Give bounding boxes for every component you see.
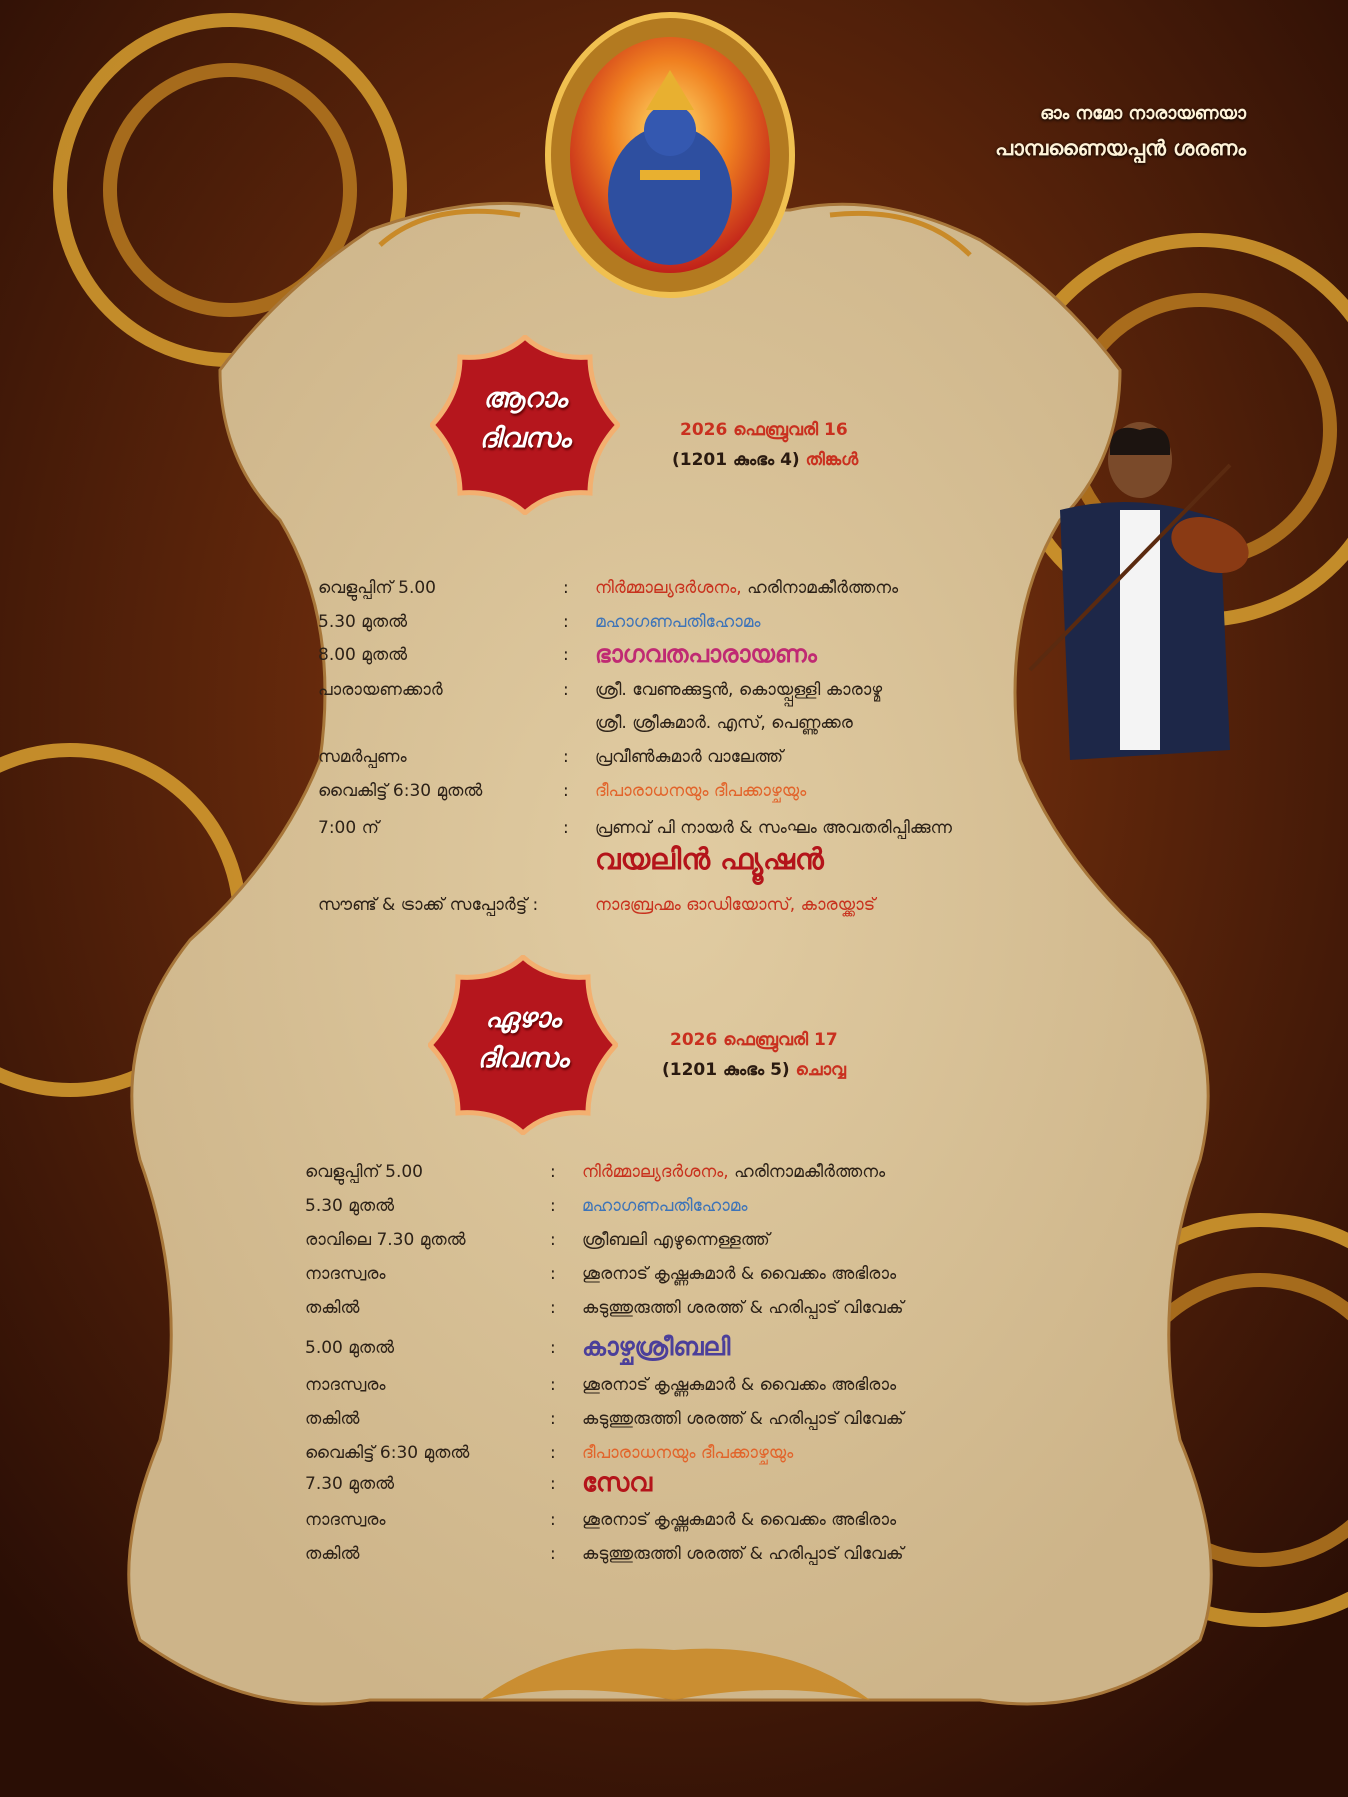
colon: : <box>563 781 569 801</box>
colon: : <box>550 1298 556 1318</box>
row-value: സേവ <box>582 1468 653 1498</box>
row-label: തകിൽ <box>305 1298 360 1318</box>
day-badge-seventh <box>428 955 618 1135</box>
row-value: ദീപാരാധനയും ദീപക്കാഴ്ചയും <box>582 1443 794 1463</box>
colon: : <box>550 1264 556 1284</box>
badge-line-2: ദിവസം <box>479 423 571 454</box>
row-value: ശൂരനാട് കൃഷ്ണകുമാർ & വൈക്കം അഭിരാം <box>582 1510 897 1530</box>
row-value: ശ്രീ. ശ്രീകുമാർ. എസ്, പെണ്ണുക്കര <box>595 713 853 733</box>
row-value: ദീപാരാധനയും ദീപക്കാഴ്ചയും <box>595 781 807 801</box>
header-line-1: ഓം നമോ നാരായണയാ <box>1040 103 1246 124</box>
colon: : <box>550 1230 556 1250</box>
row-value: കടുത്തുരുത്തി ശരത്ത് & ഹരിപ്പാട് വിവേക് <box>582 1298 904 1318</box>
row-label: 5.30 മുതൽ <box>305 1196 395 1216</box>
row-label: പാരായണക്കാർ <box>318 680 443 700</box>
colon: : <box>550 1162 556 1182</box>
colon: : <box>550 1196 556 1216</box>
nirmalya-text: നിർമ്മാല്യദർശനം, <box>595 578 742 598</box>
day2-date: 2026 ഫെബ്രുവരി 17 <box>670 1030 838 1050</box>
colon: : <box>550 1544 556 1564</box>
row-value: ഭാഗവതപാരായണം <box>595 640 817 668</box>
day2-date-malayalam <box>662 1060 846 1080</box>
row-value <box>582 1162 885 1182</box>
row-value: കാഴ്ചശ്രീബലി <box>582 1332 731 1361</box>
harinama-text: ഹരിനാമകീർത്തനം <box>728 1162 886 1182</box>
header-line-2: പാമ്പണൈയപ്പൻ ശരണം <box>995 136 1246 160</box>
row-value: ശൂരനാട് കൃഷ്ണകുമാർ & വൈക്കം അഭിരാം <box>582 1375 897 1395</box>
row-label: തകിൽ <box>305 1409 360 1429</box>
colon: : <box>563 578 569 598</box>
row-value: ശൂരനാട് കൃഷ്ണകുമാർ & വൈക്കം അഭിരാം <box>582 1264 897 1284</box>
violin-fusion-title: വയലിൻ ഫ്യൂഷൻ <box>595 842 824 876</box>
row-label: വെളുപ്പിന് 5.00 <box>318 578 436 598</box>
row-label: തകിൽ <box>305 1544 360 1564</box>
nirmalya-text: നിർമ്മാല്യദർശനം, <box>582 1162 729 1182</box>
row-label: 5.00 മുതൽ <box>305 1338 395 1358</box>
row-value: ശ്രീബലി എഴുന്നെള്ളത്ത് <box>582 1230 770 1250</box>
colon: : <box>550 1443 556 1463</box>
row-label: 8.00 മുതൽ <box>318 645 408 665</box>
colon: : <box>550 1510 556 1530</box>
row-value: മഹാഗണപതിഹോമം <box>582 1196 748 1216</box>
colon: : <box>563 747 569 767</box>
colon: : <box>550 1474 556 1494</box>
deity-medallion <box>548 15 792 295</box>
row-label: നാദസ്വരം <box>305 1510 386 1530</box>
row-value: നാദബ്രഹ്മം ഓഡിയോസ്, കാരയ്ക്കാട് <box>595 895 876 915</box>
row-value: കടുത്തുരുത്തി ശരത്ത് & ഹരിപ്പാട് വിവേക് <box>582 1409 904 1429</box>
harinama-text: ഹരിനാമകീർത്തനം <box>741 578 899 598</box>
row-label: വെളുപ്പിന് 5.00 <box>305 1162 423 1182</box>
row-label: വൈകിട്ട് 6:30 മുതൽ <box>305 1443 470 1463</box>
badge-line-2: ദിവസം <box>477 1043 569 1074</box>
row-label: രാവിലെ 7.30 മുതൽ <box>305 1230 466 1250</box>
colon: : <box>563 645 569 665</box>
weekday: ചൊവ്വ <box>795 1060 846 1080</box>
row-label: നാദസ്വരം <box>305 1264 386 1284</box>
parchment-card <box>129 203 1212 1704</box>
row-label: നാദസ്വരം <box>305 1375 386 1395</box>
colon: : <box>550 1338 556 1358</box>
row-label: 7:00 ന് <box>318 818 379 838</box>
row-value <box>595 578 898 598</box>
row-value: മഹാഗണപതിഹോമം <box>595 612 761 632</box>
row-label: വൈകിട്ട് 6:30 മുതൽ <box>318 781 483 801</box>
kollavarsham-date: (1201 കുംഭം 5) <box>662 1060 790 1080</box>
row-label: 7.30 മുതൽ <box>305 1474 395 1494</box>
badge-line-1: ആറാം <box>483 383 567 414</box>
row-label: സമർപ്പണം <box>318 747 407 767</box>
badge-line-1: ഏഴാം <box>485 1003 561 1034</box>
colon: : <box>550 1409 556 1429</box>
colon: : <box>550 1375 556 1395</box>
day1-date-malayalam <box>672 450 858 470</box>
colon: : <box>563 612 569 632</box>
weekday: തിങ്കൾ <box>805 450 859 470</box>
day-badge-sixth <box>430 335 620 515</box>
row-value: കടുത്തുരുത്തി ശരത്ത് & ഹരിപ്പാട് വിവേക് <box>582 1544 904 1564</box>
row-label: സൗണ്ട് & ട്രാക്ക് സപ്പോർട്ട് : <box>318 895 539 915</box>
kollavarsham-date: (1201 കുംഭം 4) <box>672 450 800 470</box>
row-value: ശ്രീ. വേണുക്കുട്ടൻ, കൊയ്പ്പള്ളി കാരാഴ്മ <box>595 680 883 700</box>
colon: : <box>563 680 569 700</box>
row-label: 5.30 മുതൽ <box>318 612 408 632</box>
row-value: പ്രവീൺകുമാർ വാലേത്ത് <box>595 747 784 767</box>
colon: : <box>563 818 569 838</box>
row-value: പ്രണവ് പി നായർ & സംഘം അവതരിപ്പിക്കുന്ന <box>595 818 952 838</box>
day1-date: 2026 ഫെബ്രുവരി 16 <box>680 420 848 440</box>
